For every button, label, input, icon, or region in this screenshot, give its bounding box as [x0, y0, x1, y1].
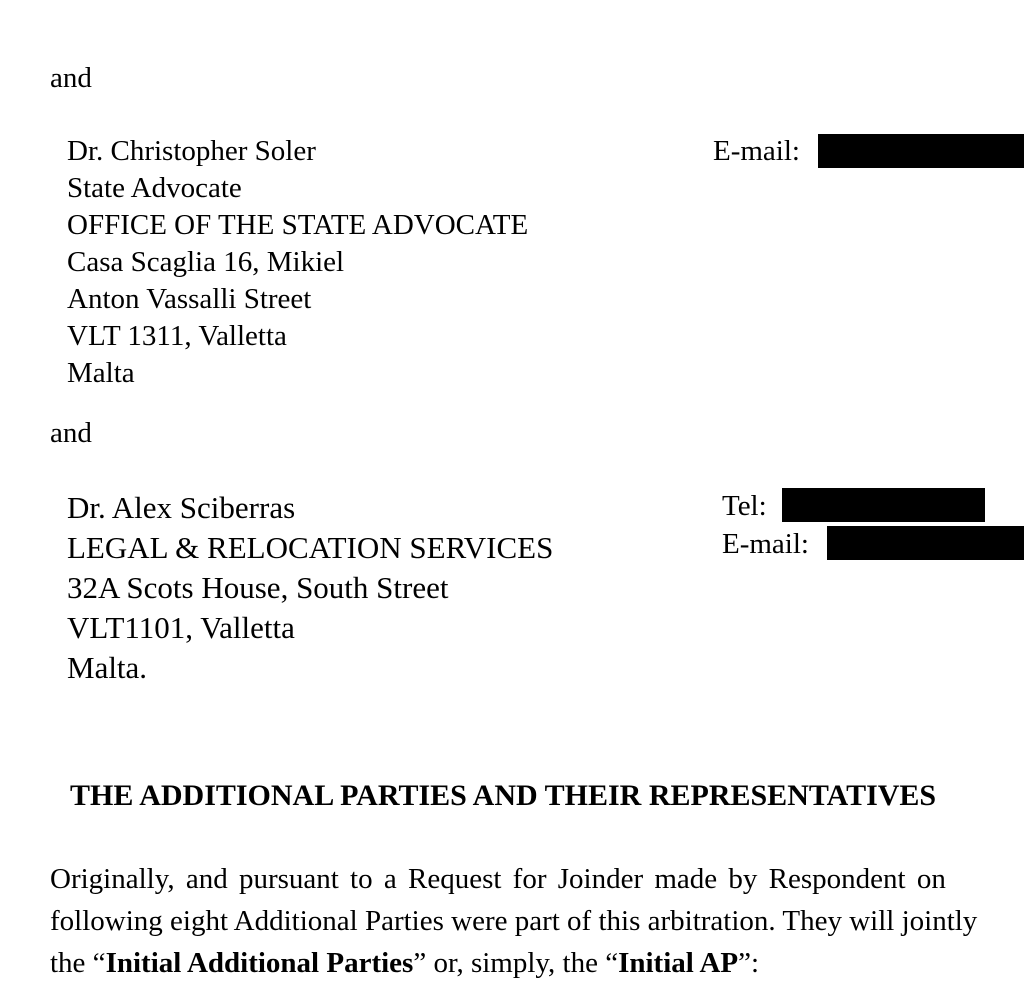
- connector-and-1: and: [50, 62, 92, 94]
- paragraph-line: [50, 942, 977, 984]
- address-line: State Advocate: [67, 172, 242, 204]
- address-line: OFFICE OF THE STATE ADVOCATE: [67, 209, 529, 241]
- address-line: Malta: [67, 357, 135, 389]
- redaction-bar: [818, 134, 1024, 168]
- defined-term: Initial Additional Parties: [105, 947, 414, 979]
- address-line: Dr. Alex Sciberras: [67, 490, 296, 525]
- address-line: Casa Scaglia 16, Mikiel: [67, 246, 345, 278]
- tel-label: Tel:: [722, 490, 767, 522]
- address-line: Dr. Christopher Soler: [67, 135, 316, 167]
- address-block-legal-relocation: [67, 488, 553, 688]
- address-line: VLT 1311, Valletta: [67, 320, 287, 352]
- paragraph-text: ”:: [738, 947, 760, 979]
- address-line: Anton Vassalli Street: [67, 283, 312, 315]
- address-line: LEGAL & RELOCATION SERVICES: [67, 530, 554, 565]
- address-line: VLT1101, Valletta: [67, 610, 295, 645]
- body-paragraph: [50, 858, 977, 984]
- address-block-state-advocate: [67, 133, 528, 392]
- email-label: E-mail:: [722, 528, 809, 560]
- paragraph-line: Originally, and pursuant to a Request for Joinder made by Respondent on: [50, 863, 946, 895]
- paragraph-text: the “: [50, 947, 106, 979]
- defined-term: Initial AP: [618, 947, 739, 979]
- connector-and-2: and: [50, 417, 92, 449]
- paragraph-line: following eight Additional Parties were part of this arbitration. They will jointly: [50, 905, 978, 937]
- redaction-bar: [827, 526, 1024, 560]
- paragraph-text: ” or, simply, the “: [413, 947, 619, 979]
- address-line: 32A Scots House, South Street: [67, 570, 449, 605]
- redaction-bar: [782, 488, 985, 522]
- email-label: E-mail:: [713, 135, 800, 167]
- section-heading: THE ADDITIONAL PARTIES AND THEIR REPRESENTATIVES: [70, 779, 937, 812]
- address-line: Malta.: [67, 650, 148, 685]
